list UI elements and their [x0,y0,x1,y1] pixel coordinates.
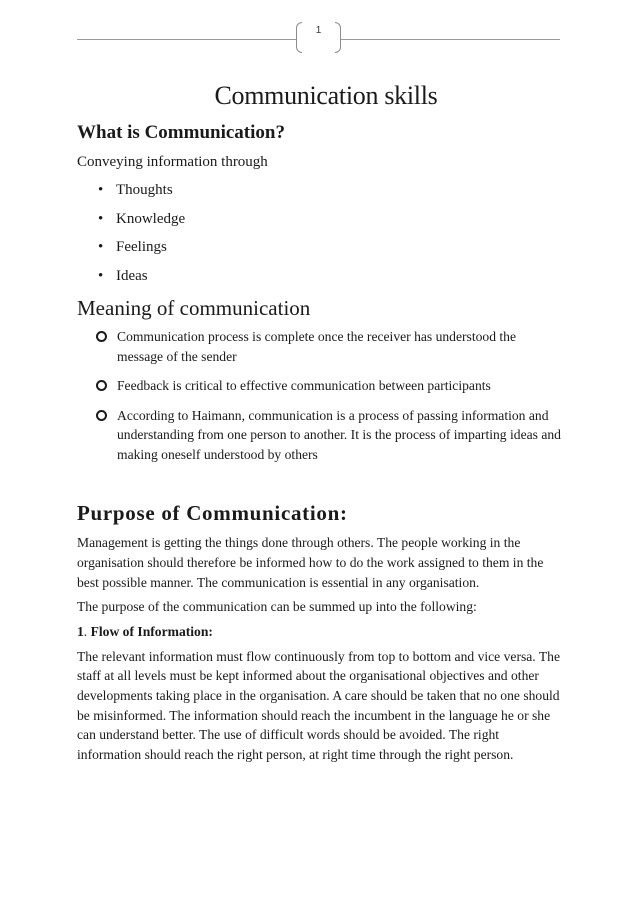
list-item [77,262,563,291]
ring-bullet-icon [96,331,107,342]
list-item-text: Thoughts [116,182,173,198]
heading-meaning-of-communication: Meaning of communication [77,296,311,321]
list-item [77,205,563,234]
list-item-text: Feedback is critical to effective communication between participants [117,378,491,394]
paragraph-management: Management is getting the things done through others. The people working in the organisation should therefore be informed how to do the work assigned to them in the best possible manner. The communication is essential in any organisation. [77,535,544,590]
header-rule-right [341,39,560,40]
subheading-flow-of-information [77,622,563,642]
ring-bullet-icon [96,410,107,421]
list-item [77,376,563,396]
bullet-list [77,176,563,290]
bullet-icon: • [98,267,104,284]
list-item-text: Knowledge [116,210,186,227]
page-number-bracket-right [335,22,341,53]
bullet-icon: • [98,210,104,227]
list-item [77,233,563,262]
list-item [77,406,563,465]
subheading-number: 1 [77,623,84,639]
ring-bullet-icon [96,380,107,391]
list-item-text: Ideas [116,267,148,284]
meaning-list [77,327,563,464]
list-item [77,327,563,366]
paragraph-flow-of-information: The relevant information must flow continuously from top to bottom and vice versa. The staff at all levels must be kept informed about the organisational objectives and other developments taking place in the organisation. A care should be taken that no one should be misinformed. The information should reach the incumbent in the language he or she can understand better. The use of difficult words should be avoided. The right information should reach the right person, at right time through the right person. [77,648,560,762]
page-number: 1 [315,25,322,36]
bullet-icon: • [98,182,104,198]
list-item-text: According to Haimann, communication is a process of passing information and understanding from one person to another. It is the process of imparting ideas and making oneself understood by others [117,407,561,462]
list-item-text: Feelings [116,239,167,256]
bullet-icon: • [98,239,104,256]
paragraph-purpose-summary: The purpose of the communication can be summed up into the following: [77,599,477,615]
document-body [77,76,563,764]
header-rule-left [77,39,296,40]
subheading-separator: . [83,623,91,639]
list-item [77,176,563,205]
intro-text: Conveying information through [77,154,268,170]
document-title: Communication skills [214,81,438,110]
heading-purpose-of-communication: Purpose of Communication: [77,501,348,526]
subheading-text: Flow of Information: [90,623,213,639]
list-item-text: Communication process is complete once the receiver has understood the message of the sender [117,329,517,364]
heading-what-is-communication: What is Communication? [77,122,285,143]
